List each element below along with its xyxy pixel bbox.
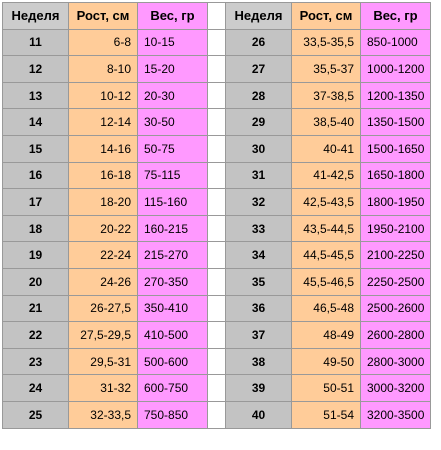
column-gap: [208, 189, 226, 216]
left-weight-cell: 500-600: [138, 348, 208, 375]
table-row: [3, 242, 431, 269]
right-length-cell: 49-50: [292, 348, 361, 375]
left-week-cell: 24: [3, 375, 69, 402]
left-week-cell: 17: [3, 189, 69, 216]
right-weight-cell: 1800-1950: [361, 189, 431, 216]
right-weight-cell: 2600-2800: [361, 322, 431, 349]
column-gap: [208, 162, 226, 189]
left-weight-cell: 30-50: [138, 109, 208, 136]
right-week-cell: 35: [226, 268, 292, 295]
left-weight-cell: 270-350: [138, 268, 208, 295]
left-week-cell: 21: [3, 295, 69, 322]
table-row: [3, 375, 431, 402]
right-weight-cell: 2100-2250: [361, 242, 431, 269]
right-length-cell: 40-41: [292, 135, 361, 162]
right-length-cell: 45,5-46,5: [292, 268, 361, 295]
right-length-cell: 50-51: [292, 375, 361, 402]
right-length-cell: 51-54: [292, 401, 361, 428]
left-week-cell: 13: [3, 82, 69, 109]
column-gap: [208, 268, 226, 295]
right-length-cell: 38,5-40: [292, 109, 361, 136]
table-body: [3, 29, 431, 428]
right-weight-cell: 3200-3500: [361, 401, 431, 428]
right-weight-header: Вес, гр: [361, 3, 431, 30]
right-length-cell: 33,5-35,5: [292, 29, 361, 56]
left-length-cell: 27,5-29,5: [69, 322, 138, 349]
left-weight-cell: 600-750: [138, 375, 208, 402]
table-row: [3, 135, 431, 162]
column-gap: [208, 29, 226, 56]
table-row: [3, 109, 431, 136]
column-gap: [208, 109, 226, 136]
right-week-cell: 27: [226, 56, 292, 83]
right-weight-cell: 1500-1650: [361, 135, 431, 162]
left-week-cell: 22: [3, 322, 69, 349]
right-week-cell: 34: [226, 242, 292, 269]
right-length-cell: 37-38,5: [292, 82, 361, 109]
column-gap: [208, 215, 226, 242]
right-length-cell: 48-49: [292, 322, 361, 349]
left-weight-cell: 50-75: [138, 135, 208, 162]
right-weight-cell: 1350-1500: [361, 109, 431, 136]
column-gap: [208, 375, 226, 402]
left-week-cell: 15: [3, 135, 69, 162]
left-weight-cell: 160-215: [138, 215, 208, 242]
right-weight-cell: 2250-2500: [361, 268, 431, 295]
right-week-cell: 29: [226, 109, 292, 136]
right-length-cell: 43,5-44,5: [292, 215, 361, 242]
left-week-cell: 25: [3, 401, 69, 428]
left-weight-cell: 350-410: [138, 295, 208, 322]
table-row: [3, 268, 431, 295]
left-length-cell: 20-22: [69, 215, 138, 242]
right-week-cell: 36: [226, 295, 292, 322]
left-weight-cell: 115-160: [138, 189, 208, 216]
left-week-cell: 12: [3, 56, 69, 83]
right-week-cell: 39: [226, 375, 292, 402]
right-week-cell: 31: [226, 162, 292, 189]
column-gap: [208, 348, 226, 375]
table-row: [3, 162, 431, 189]
right-week-cell: 37: [226, 322, 292, 349]
table-row: [3, 215, 431, 242]
fetal-growth-table: [2, 2, 431, 429]
left-length-header: Рост, см: [69, 3, 138, 30]
right-weight-cell: 2500-2600: [361, 295, 431, 322]
table-row: [3, 322, 431, 349]
right-week-cell: 28: [226, 82, 292, 109]
left-length-cell: 26-27,5: [69, 295, 138, 322]
right-length-cell: 35,5-37: [292, 56, 361, 83]
right-length-cell: 42,5-43,5: [292, 189, 361, 216]
left-length-cell: 32-33,5: [69, 401, 138, 428]
left-weight-cell: 20-30: [138, 82, 208, 109]
header-row: [3, 3, 431, 30]
left-week-cell: 20: [3, 268, 69, 295]
left-week-header: Неделя: [3, 3, 69, 30]
left-weight-cell: 410-500: [138, 322, 208, 349]
left-length-cell: 24-26: [69, 268, 138, 295]
table-row: [3, 348, 431, 375]
right-week-cell: 40: [226, 401, 292, 428]
left-weight-cell: 10-15: [138, 29, 208, 56]
left-weight-cell: 215-270: [138, 242, 208, 269]
left-week-cell: 19: [3, 242, 69, 269]
left-length-cell: 14-16: [69, 135, 138, 162]
table-row: [3, 189, 431, 216]
left-weight-cell: 750-850: [138, 401, 208, 428]
table-row: [3, 401, 431, 428]
right-week-cell: 38: [226, 348, 292, 375]
left-length-cell: 6-8: [69, 29, 138, 56]
left-week-cell: 16: [3, 162, 69, 189]
right-weight-cell: 3000-3200: [361, 375, 431, 402]
column-gap: [208, 135, 226, 162]
right-week-header: Неделя: [226, 3, 292, 30]
left-length-cell: 12-14: [69, 109, 138, 136]
table-row: [3, 29, 431, 56]
left-week-cell: 23: [3, 348, 69, 375]
left-length-cell: 16-18: [69, 162, 138, 189]
right-length-cell: 44,5-45,5: [292, 242, 361, 269]
left-length-cell: 18-20: [69, 189, 138, 216]
right-week-cell: 33: [226, 215, 292, 242]
right-length-cell: 41-42,5: [292, 162, 361, 189]
left-week-cell: 14: [3, 109, 69, 136]
right-weight-cell: 1950-2100: [361, 215, 431, 242]
table-row: [3, 82, 431, 109]
right-weight-cell: 1000-1200: [361, 56, 431, 83]
right-week-cell: 32: [226, 189, 292, 216]
column-gap: [208, 242, 226, 269]
column-gap: [208, 82, 226, 109]
left-week-cell: 18: [3, 215, 69, 242]
column-gap: [208, 295, 226, 322]
left-length-cell: 31-32: [69, 375, 138, 402]
left-length-cell: 10-12: [69, 82, 138, 109]
right-weight-cell: 1650-1800: [361, 162, 431, 189]
column-gap: [208, 322, 226, 349]
column-gap: [208, 56, 226, 83]
right-week-cell: 26: [226, 29, 292, 56]
left-weight-cell: 75-115: [138, 162, 208, 189]
left-week-cell: 11: [3, 29, 69, 56]
left-length-cell: 8-10: [69, 56, 138, 83]
right-week-cell: 30: [226, 135, 292, 162]
right-weight-cell: 1200-1350: [361, 82, 431, 109]
column-gap: [208, 401, 226, 428]
right-length-cell: 46,5-48: [292, 295, 361, 322]
column-gap: [208, 3, 226, 30]
left-weight-cell: 15-20: [138, 56, 208, 83]
left-length-cell: 29,5-31: [69, 348, 138, 375]
right-weight-cell: 2800-3000: [361, 348, 431, 375]
left-length-cell: 22-24: [69, 242, 138, 269]
table-row: [3, 295, 431, 322]
left-weight-header: Вес, гр: [138, 3, 208, 30]
table-row: [3, 56, 431, 83]
right-weight-cell: 850-1000: [361, 29, 431, 56]
right-length-header: Рост, см: [292, 3, 361, 30]
